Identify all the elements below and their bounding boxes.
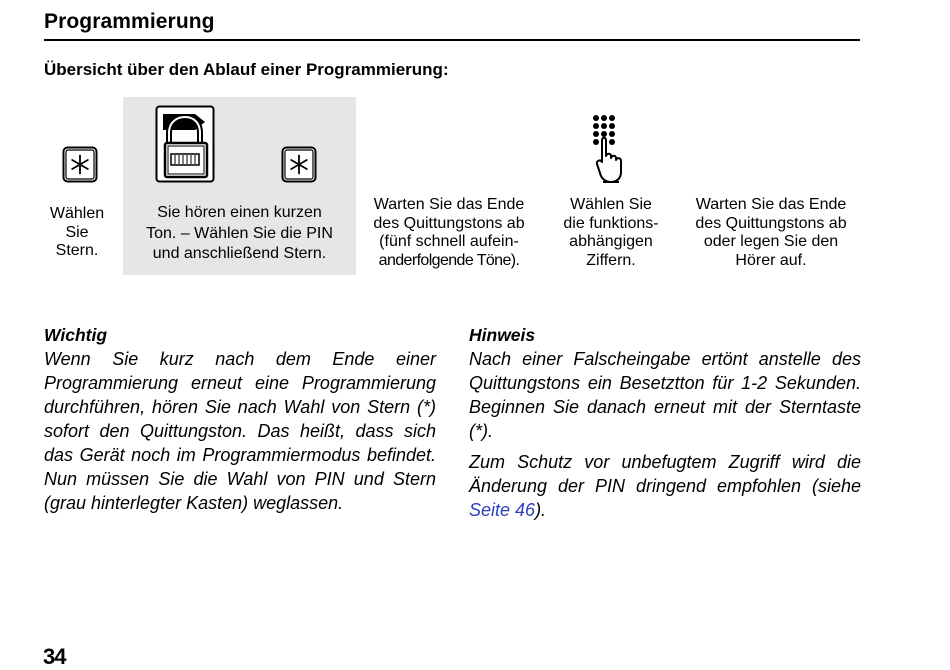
wichtig-paragraph: Wenn Sie kurz nach dem Ende einer Programmierung erneut eine Programmierung durchführen, hören Sie nach Wahl von Stern (*) sofort den Quittungston. Das heißt, dass sich das Gerät noch im Programmiermodus befindet. Nun müssen Sie die Wahl von PIN und Stern (grau hinterlegter Kasten) weglassen. <box>44 349 436 513</box>
star-key-icon <box>61 146 98 184</box>
hinweis-text: Zum Schutz vor unbefugtem Zugriff wird die Änderung der PIN dringend empfohlen (siehe <box>469 452 861 496</box>
padlock-icon <box>155 105 215 183</box>
step-text: Warten Sie das Ende des Quittungstons ab (fünf schnell aufein- anderfolgende Töne). <box>373 196 525 269</box>
page-number: 34 <box>43 644 66 669</box>
page-link[interactable]: Seite 46 <box>469 500 536 520</box>
star-key-icon <box>280 146 317 184</box>
step-text: Wählen Sie Stern. <box>49 205 105 259</box>
step-text: Warten Sie das Ende des Quittungstons ab oder legen Sie den Hörer auf. <box>695 196 847 269</box>
title-rule <box>44 39 860 41</box>
step-text: Wählen Sie die funktions- abhängigen Ziffern. <box>563 196 659 269</box>
hinweis-paragraph-pin <box>469 450 861 522</box>
hinweis-text-end: ). <box>535 500 547 520</box>
page-title: Programmierung <box>44 10 215 33</box>
hinweis-paragraph: Nach einer Falscheingabe ertönt anstelle des Quittungstons ein Besetztton für 1-2 Sekunden. Beginnen Sie danach erneut mit der Sterntaste (*). <box>469 349 861 441</box>
hinweis-heading: Hinweis <box>469 325 536 345</box>
keypad-finger-icon <box>590 112 630 184</box>
section-subtitle: Übersicht über den Ablauf einer Programmierung: <box>44 60 449 79</box>
step-text: Sie hören einen kurzen Ton. – Wählen Sie die PIN und anschließend Stern. <box>146 204 333 262</box>
wichtig-heading: Wichtig <box>44 325 108 345</box>
